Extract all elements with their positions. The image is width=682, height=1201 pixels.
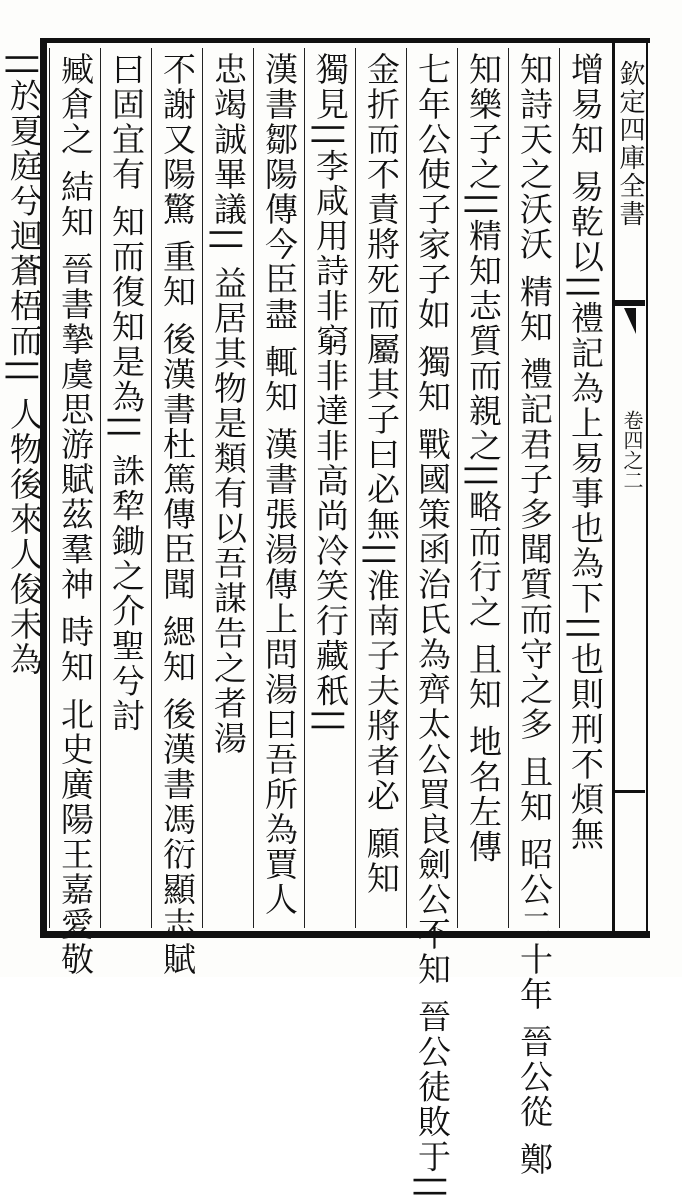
text-column: 不謝又陽驚 重知 後漢書杜篤傳臣聞 緦知 後漢書馮衍顯志賦 [151, 48, 202, 928]
banxin-volume: 卷四之二 [620, 410, 644, 490]
text-column: 增易知 易乾以||禮記為上易事也為下||也則刑不煩無 [559, 48, 610, 928]
text-column: 臧倉之 結知 晉書摯虞思游賦茲羣神 時知 北史廣陽王嘉愛敬 [49, 48, 100, 928]
text-column: 曰固宜有 知而復知是為|| 誅犂鋤之介聖兮討 [100, 48, 151, 928]
text-column: ||於夏庭兮迴蒼梧而|| 人物後來人俊未為 [0, 48, 49, 928]
text-block [5, 48, 610, 1201]
fishtail-mark-icon [624, 308, 636, 334]
text-column: 知詩天之沃沃 精知 禮記君子多聞質而守之多 且知 昭公二十年 晉公從 鄭 [508, 48, 559, 928]
text-column: 金折而不責將死而屬其子曰必無||淮南子夫將者必 願知 [355, 48, 406, 928]
banxin-rule [615, 790, 645, 793]
text-column: 漢書鄒陽傳今臣盡 輒知 漢書張湯傳上問湯曰吾所為賈人 [253, 48, 304, 928]
text-column: 忠竭誠畢議|| 益居其物是類有以吾謀告之者湯 [202, 48, 253, 928]
text-column: 七年公使子家子如 獨知 戰國策函治氏為齊太公買良劍公不知 晉公徒敗于|| [406, 48, 457, 928]
fishtail-bar [615, 300, 645, 306]
text-column: 獨見||李咸用詩非窮非達非高尚冷笑行藏秖|| [304, 48, 355, 928]
text-column: 知樂子之||精知志質而親之||略而行之 且知 地名左傳 [457, 48, 508, 928]
banxin-title: 欽定四庫全書 [615, 60, 645, 228]
